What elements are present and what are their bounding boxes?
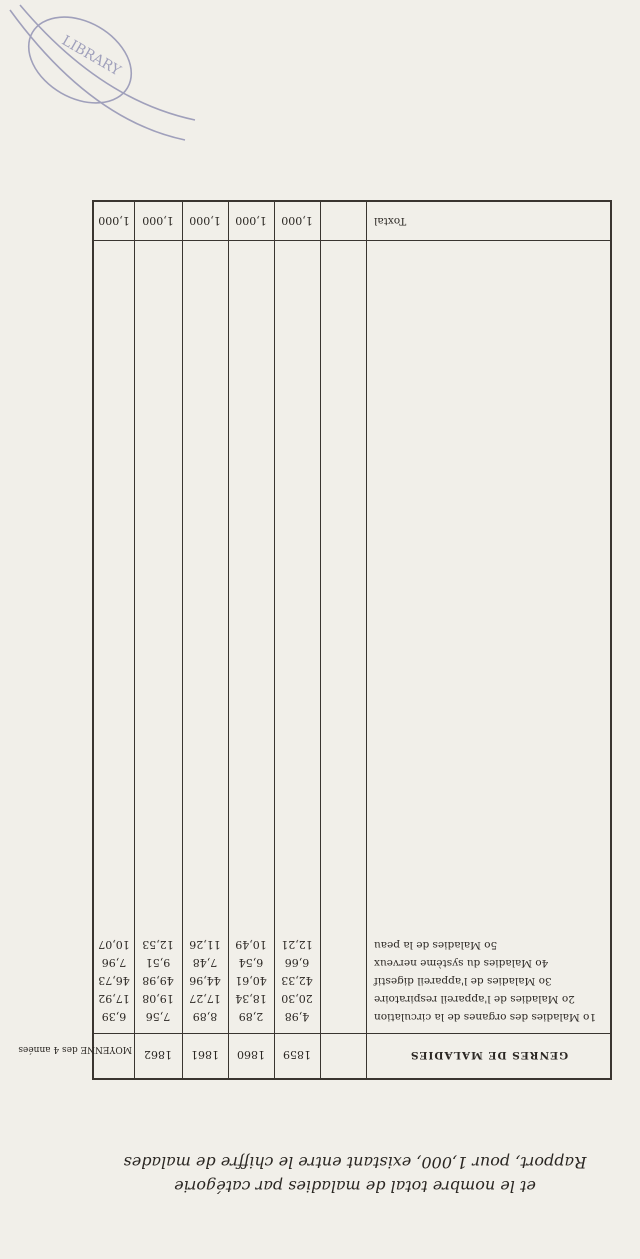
row-value: 7,48 [192, 956, 218, 969]
row-value: 46,73 [98, 974, 130, 987]
table-row [94, 1010, 610, 1024]
row-value: 6,54 [238, 956, 264, 969]
row-value: 2,89 [238, 1010, 264, 1023]
caption-line: Rapport, pour 1,000, existant entre le chiffre de malades [123, 1153, 587, 1172]
footer-year: 1861 [191, 1048, 219, 1061]
row-value: 7,56 [145, 1010, 171, 1023]
row-value: 40,61 [235, 974, 267, 987]
row-value: 12,21 [281, 938, 313, 951]
svg-text:LIBRARY: LIBRARY [58, 32, 124, 80]
footer-label: GENRES DE MALADIES [409, 1049, 569, 1061]
table-row [94, 938, 610, 952]
table-row [94, 974, 610, 988]
row-value: 42,33 [281, 974, 313, 987]
row-value: 44,96 [189, 974, 221, 987]
row-value: 17,92 [98, 992, 130, 1005]
row-value: 19,08 [142, 992, 174, 1005]
row-value: 20,30 [281, 992, 313, 1005]
caption-line: et le nombre total de maladies par catégorie [174, 1177, 536, 1196]
table-caption [90, 1150, 620, 1198]
header-label: Toxtal [374, 215, 407, 227]
row-value: 6,39 [101, 1010, 127, 1023]
row-value: 9,51 [145, 956, 171, 969]
footer-year: 1860 [237, 1048, 265, 1061]
row-value: 49,98 [142, 974, 174, 987]
row-value: 18,34 [235, 992, 267, 1005]
row-value: 10,07 [98, 938, 130, 951]
row-label: 1o Maladies des organes de la circulation [374, 1011, 597, 1023]
row-label: 2o Maladies de l'appareil respiratoire [374, 993, 575, 1005]
header-value: 1,000 [235, 214, 267, 227]
row-value: 12,53 [142, 938, 174, 951]
table-row [94, 992, 610, 1006]
table-row [94, 956, 610, 970]
statistics-table [18, 200, 612, 1080]
row-value: 8,89 [192, 1010, 218, 1023]
row-label: 4o Maladies du système nerveux [374, 957, 549, 969]
header-value: 1,000 [189, 214, 221, 227]
row-value: 7,96 [101, 956, 127, 969]
row-value: 17,27 [189, 992, 221, 1005]
table-footer [18, 1033, 610, 1078]
row-value: 11,26 [189, 938, 221, 951]
row-value: 6,66 [284, 956, 310, 969]
footer-year: 1859 [283, 1048, 311, 1061]
row-label: 5o Maladies de la peau [374, 939, 498, 951]
footer-average: MOYENNE des 4 années [18, 1044, 132, 1054]
row-label: 3o Maladies de l'appareil digestif [374, 975, 552, 987]
header-value: 1,000 [281, 214, 313, 227]
library-stamp [0, 0, 200, 150]
header-value: 1,000 [98, 214, 130, 227]
footer-year: 1862 [144, 1048, 172, 1061]
row-value: 10,49 [235, 938, 267, 951]
header-value: 1,000 [142, 214, 174, 227]
table-header [94, 202, 610, 241]
row-value: 4,98 [284, 1010, 310, 1023]
